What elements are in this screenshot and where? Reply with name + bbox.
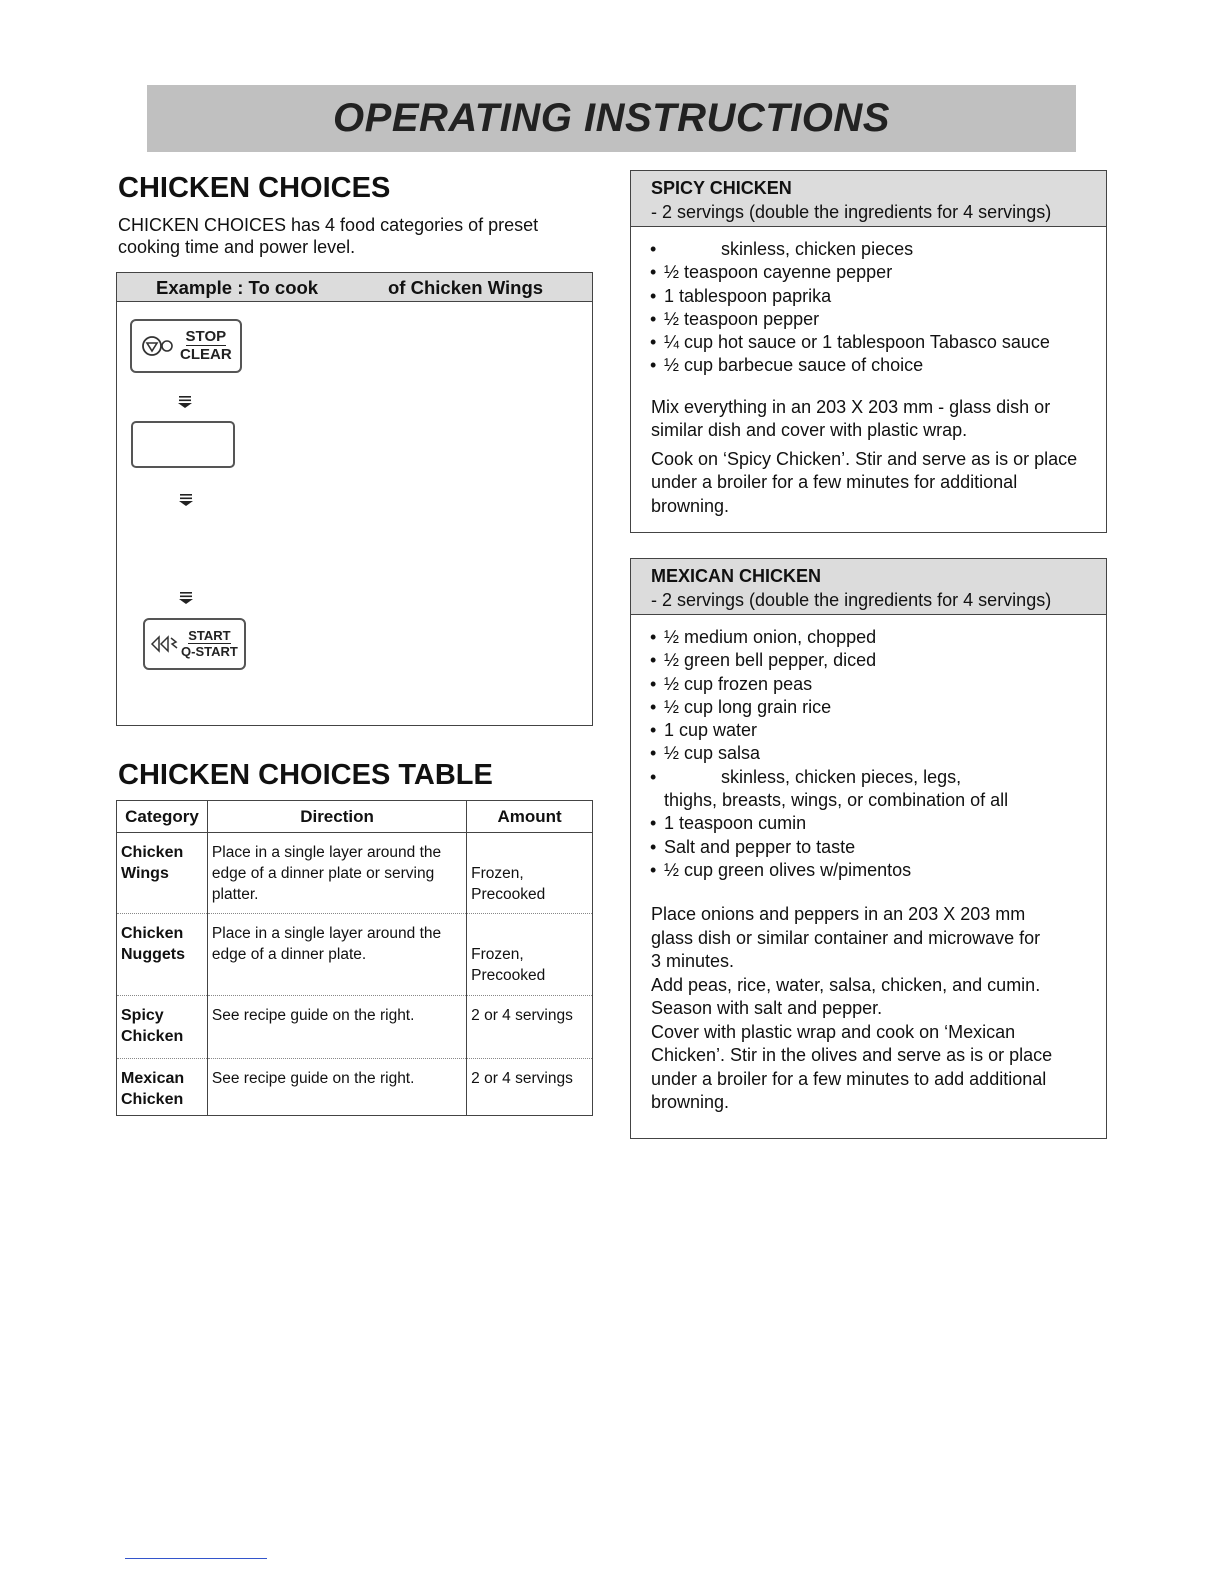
example-title-part2: of Chicken Wings [388, 277, 544, 298]
list-item: • 1 cup water [631, 719, 1106, 742]
column-header: Amount [467, 801, 593, 833]
direction-cell: Place in a single layer around the edge of a dinner plate. [207, 914, 466, 996]
list-item: • Salt and pepper to taste [631, 836, 1106, 859]
start-icon [149, 633, 181, 655]
direction-cell: Place in a single layer around the edge of a dinner plate or serving platter. [207, 833, 466, 914]
recipe-instructions: Cook on ‘Spicy Chicken’. Stir and serve as is or place under a broiler for a few minutes for additional browning. [651, 448, 1078, 516]
recipe-header [631, 559, 1106, 615]
list-item: • ½ teaspoon pepper [631, 308, 1106, 331]
direction-cell: See recipe guide on the right. [207, 996, 466, 1059]
recipe-instructions: Add peas, rice, water, salsa, chicken, and cumin. Season with salt and pepper. [651, 974, 1041, 1019]
ingredient-list [631, 626, 1106, 882]
spicy-chicken-recipe [630, 170, 1107, 533]
section-heading-chicken-choices: CHICKEN CHOICES [118, 172, 391, 204]
list-item: • skinless, chicken pieces, legs, [631, 766, 1106, 789]
list-item: • ½ medium onion, chopped [631, 626, 1106, 649]
list-item: • 1 tablespoon paprika [631, 285, 1106, 308]
stop-icon [140, 333, 178, 359]
start-label: START [188, 627, 231, 643]
section-heading-table: CHICKEN CHOICES TABLE [118, 759, 493, 791]
column-header: Direction [207, 801, 466, 833]
list-item: • ½ cup green olives w/pimentos [631, 859, 1106, 882]
amount-cell: Frozen, Precooked [467, 833, 593, 914]
stop-clear-button[interactable] [130, 319, 242, 373]
list-item: thighs, breasts, wings, or combination of all [664, 790, 1009, 811]
list-item: • ½ cup salsa [631, 742, 1106, 765]
example-title-part1: Example : To cook [156, 277, 319, 298]
recipe-instructions: Place onions and peppers in an 203 X 203 mm glass dish or similar container and microwave for 3 minutes. [651, 904, 1041, 972]
down-arrow-icon [177, 395, 193, 409]
table-header-row [117, 801, 593, 833]
category-cell: Chicken Nuggets [117, 914, 208, 996]
table-row [117, 1059, 593, 1116]
chicken-choices-button[interactable] [131, 421, 235, 468]
direction-cell: See recipe guide on the right. [207, 1059, 466, 1116]
mexican-chicken-recipe [630, 558, 1107, 1139]
category-cell: Chicken Wings [117, 833, 208, 914]
amount-cell: Frozen, Precooked [467, 914, 593, 996]
list-item: • ½ cup barbecue sauce of choice [631, 354, 1106, 377]
recipe-instructions: Mix everything in an 203 X 203 mm - glass dish or similar dish and cover with plastic wrap. [651, 396, 1051, 441]
start-button[interactable] [143, 618, 246, 670]
table-row [117, 833, 593, 914]
amount-cell: 2 or 4 servings [467, 996, 593, 1059]
example-box [116, 272, 593, 726]
category-cell: Mexican Chicken [117, 1059, 208, 1116]
down-arrow-icon [178, 493, 194, 507]
list-item: • ½ cup long grain rice [631, 696, 1106, 719]
chicken-choices-table [116, 800, 593, 1116]
recipe-servings: - 2 servings (double the ingredients for 4 servings) [651, 590, 1052, 610]
amount-cell: 2 or 4 servings [467, 1059, 593, 1116]
list-item: • ¼ cup hot sauce or 1 tablespoon Tabasco sauce [631, 331, 1106, 354]
stop-label: STOP [185, 327, 227, 345]
recipe-title: MEXICAN CHICKEN [651, 566, 822, 586]
list-item: • skinless, chicken pieces [631, 238, 1106, 261]
category-cell: Spicy Chicken [117, 996, 208, 1059]
list-item: • 1 teaspoon cumin [631, 812, 1106, 835]
example-header [117, 273, 592, 302]
page-title: OPERATING INSTRUCTIONS [333, 96, 890, 140]
list-item: • ½ teaspoon cayenne pepper [631, 261, 1106, 284]
intro-text: CHICKEN CHOICES has 4 food categories of preset cooking time and power level. [118, 215, 539, 257]
recipe-servings: - 2 servings (double the ingredients for 4 servings) [651, 202, 1052, 222]
clear-label: CLEAR [180, 346, 232, 364]
qstart-label: Q-START [181, 644, 238, 660]
table-row [117, 914, 593, 996]
footer-rule [125, 1558, 267, 1559]
ingredient-list [631, 238, 1106, 378]
list-item: • ½ cup frozen peas [631, 673, 1106, 696]
list-item: • ½ green bell pepper, diced [631, 649, 1106, 672]
recipe-instructions: Cover with plastic wrap and cook on ‘Mexican Chicken’. Stir in the olives and serve as is or place under a broiler for a few minutes to add additional browning. [651, 1021, 1053, 1113]
header-banner [147, 85, 1076, 152]
recipe-title: SPICY CHICKEN [651, 178, 792, 198]
column-header: Category [117, 801, 208, 833]
down-arrow-icon [178, 591, 194, 605]
recipe-header [631, 171, 1106, 227]
table-row [117, 996, 593, 1059]
